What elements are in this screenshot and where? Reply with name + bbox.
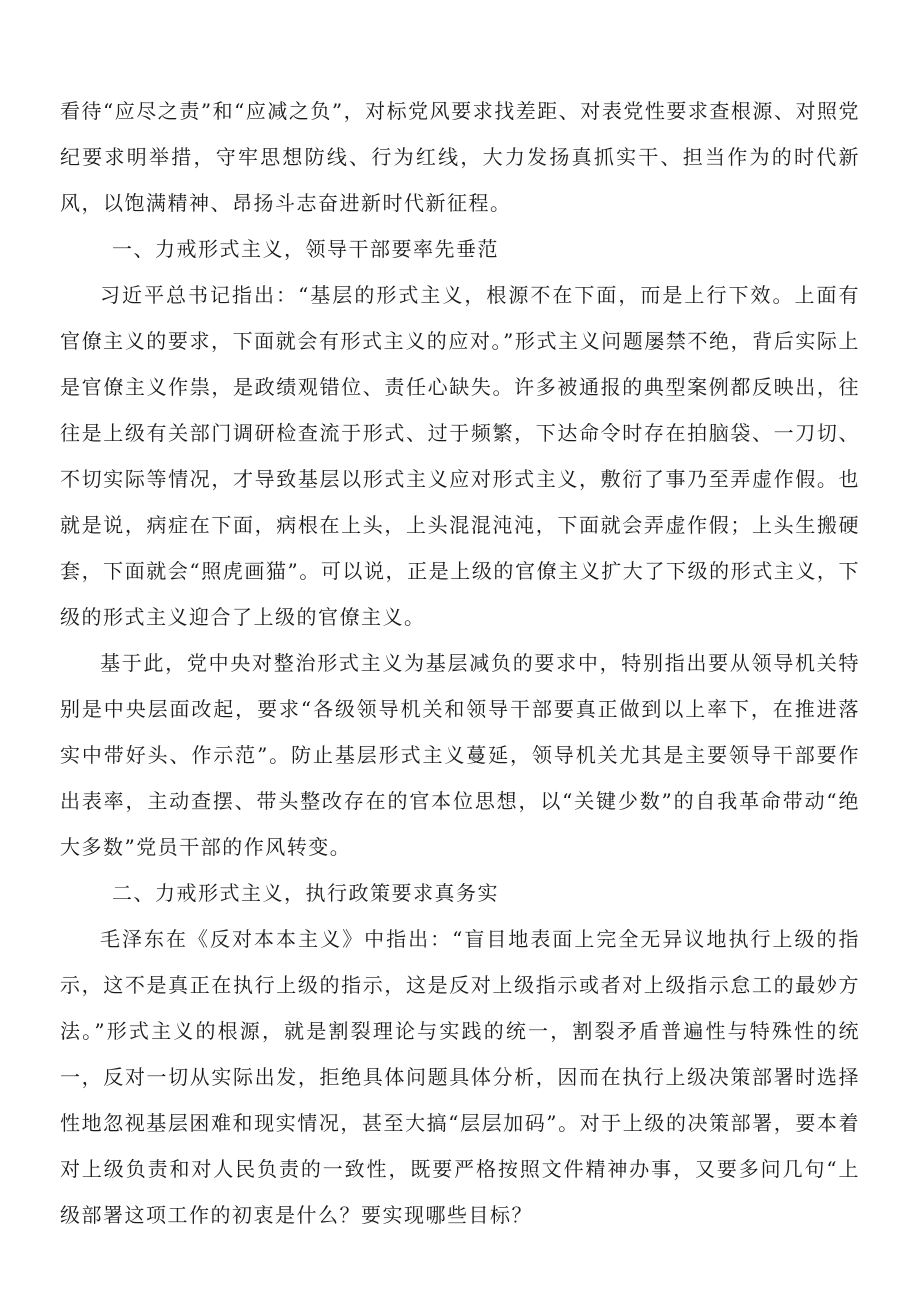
paragraph-body: 基于此，党中央对整治形式主义为基层减负的要求中，特别指出要从领导机关特别是中央层面改起，要求“各级领导机关和领导干部要真正做到以上率下，在推进落实中带好头、作示范”。防止基层形式主义蔓延，领导机关尤其是主要领导干部要作出表率，主动查摆、带头整改存在的官本位思想，以“关键少数”的自我革命带动“绝大多数”党员干部的作风转变。 [60, 651, 860, 859]
paragraph-body: 毛泽东在《反对本本主义》中指出：“盲目地表面上完全无异议地执行上级的指示，这不是真正在执行上级的指示，这是反对上级指示或者对上级指示怠工的最妙方法。”形式主义的根源，就是割裂理论与实践的统一，割裂矛盾普遍性与特殊性的统一，反对一切从实际出发，拒绝具体问题具体分析，因而在执行上级决策部署时选择性地忽视基层困难和现实情况，甚至大搞“层层加码”。对于上级的决策部署，要本着对上级负责和对人民负责的一致性，既要严格按照文件精神办事，又要多问几句“上级部署这项工作的初衷是什么？要实现哪些目标？ [60, 927, 860, 1227]
paragraph-body: 习近平总书记指出：“基层的形式主义，根源不在下面，而是上行下效。上面有官僚主义的要求，下面就会有形式主义的应对。”形式主义问题屡禁不绝，背后实际上是官僚主义作祟，是政绩观错位、责任心缺失。许多被通报的典型案例都反映出，往往是上级有关部门调研检查流于形式、过于频繁，下达命令时存在拍脑袋、一刀切、不切实际等情况，才导致基层以形式主义应对形式主义，敷衍了事乃至弄虚作假。也就是说，病症在下面，病根在上头，上头混混沌沌，下面就会弄虚作假；上头生搬硬套，下面就会“照虎画猫”。可以说，正是上级的官僚主义扩大了下级的形式主义，下级的形式主义迎合了上级的官僚主义。 [60, 283, 860, 629]
section-heading-2: 二、力戒形式主义，执行政策要求真务实 [112, 881, 499, 905]
document-page [60, 88, 860, 1238]
section-heading-1: 一、力戒形式主义，领导干部要率先垂范 [112, 237, 499, 261]
paragraph-continuation: 看待“应尽之责”和“应减之负”，对标党风要求找差距、对表党性要求查根源、对照党纪要求明举措，守牢思想防线、行为红线，大力发扬真抓实干、担当作为的时代新风，以饱满精神、昂扬斗志奋进新时代新征程。 [60, 99, 860, 215]
